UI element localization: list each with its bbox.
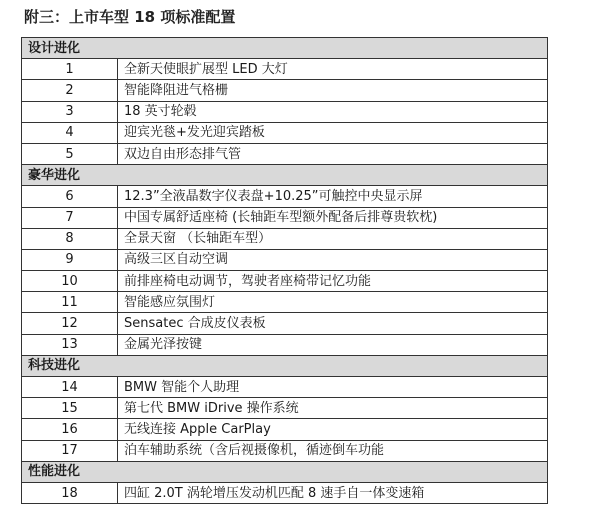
item-number: 15 — [22, 398, 118, 419]
table-row — [22, 377, 548, 398]
item-number: 8 — [22, 228, 118, 249]
section-title: 豪华进化 — [22, 165, 548, 186]
feature-description: 迎宾光毯+发光迎宾踏板 — [118, 122, 548, 143]
table-row — [22, 334, 548, 355]
item-number: 13 — [22, 334, 118, 355]
feature-description: 前排座椅电动调节，驾驶者座椅带记忆功能 — [118, 271, 548, 292]
document-title: 附三：上市车型 18 项标准配置 — [24, 8, 236, 26]
table-row — [22, 440, 548, 461]
table-row — [22, 101, 548, 122]
item-number: 4 — [22, 122, 118, 143]
item-number: 1 — [22, 59, 118, 80]
item-number: 2 — [22, 80, 118, 101]
table-row — [22, 482, 548, 503]
section-header-row — [22, 461, 548, 482]
item-number: 14 — [22, 377, 118, 398]
table-row — [22, 271, 548, 292]
feature-description: 全新天使眼扩展型 LED 大灯 — [118, 59, 548, 80]
table-row — [22, 122, 548, 143]
feature-description: 智能降阻进气格栅 — [118, 80, 548, 101]
section-title: 科技进化 — [22, 355, 548, 376]
section-header-row — [22, 38, 548, 59]
table-body — [22, 38, 548, 504]
feature-description: 18 英寸轮毂 — [118, 101, 548, 122]
item-number: 16 — [22, 419, 118, 440]
table-row — [22, 59, 548, 80]
table-row — [22, 419, 548, 440]
feature-description: 金属光泽按键 — [118, 334, 548, 355]
table-row — [22, 292, 548, 313]
feature-description: 无线连接 Apple CarPlay — [118, 419, 548, 440]
table-row — [22, 80, 548, 101]
item-number: 11 — [22, 292, 118, 313]
feature-description: BMW 智能个人助理 — [118, 377, 548, 398]
table-row — [22, 313, 548, 334]
table-row — [22, 228, 548, 249]
item-number: 5 — [22, 143, 118, 164]
table-row — [22, 249, 548, 270]
feature-description: 四缸 2.0T 涡轮增压发动机匹配 8 速手自一体变速箱 — [118, 482, 548, 503]
feature-description: 12.3”全液晶数字仪表盘+10.25”可触控中央显示屏 — [118, 186, 548, 207]
section-title: 设计进化 — [22, 38, 548, 59]
feature-description: 高级三区自动空调 — [118, 249, 548, 270]
feature-description: Sensatec 合成皮仪表板 — [118, 313, 548, 334]
feature-description: 第七代 BMW iDrive 操作系统 — [118, 398, 548, 419]
table-row — [22, 398, 548, 419]
section-header-row — [22, 355, 548, 376]
standard-config-table — [21, 37, 548, 504]
item-number: 3 — [22, 101, 118, 122]
feature-description: 双边自由形态排气管 — [118, 143, 548, 164]
item-number: 7 — [22, 207, 118, 228]
feature-description: 中国专属舒适座椅 (长轴距车型额外配备后排尊贵软枕) — [118, 207, 548, 228]
item-number: 18 — [22, 482, 118, 503]
table-row — [22, 207, 548, 228]
table-row — [22, 143, 548, 164]
item-number: 6 — [22, 186, 118, 207]
feature-description: 泊车辅助系统（含后视摄像机，循迹倒车功能 — [118, 440, 548, 461]
item-number: 17 — [22, 440, 118, 461]
item-number: 10 — [22, 271, 118, 292]
feature-description: 全景天窗 （长轴距车型） — [118, 228, 548, 249]
section-header-row — [22, 165, 548, 186]
feature-description: 智能感应氛围灯 — [118, 292, 548, 313]
section-title: 性能进化 — [22, 461, 548, 482]
item-number: 12 — [22, 313, 118, 334]
table-row — [22, 186, 548, 207]
item-number: 9 — [22, 249, 118, 270]
